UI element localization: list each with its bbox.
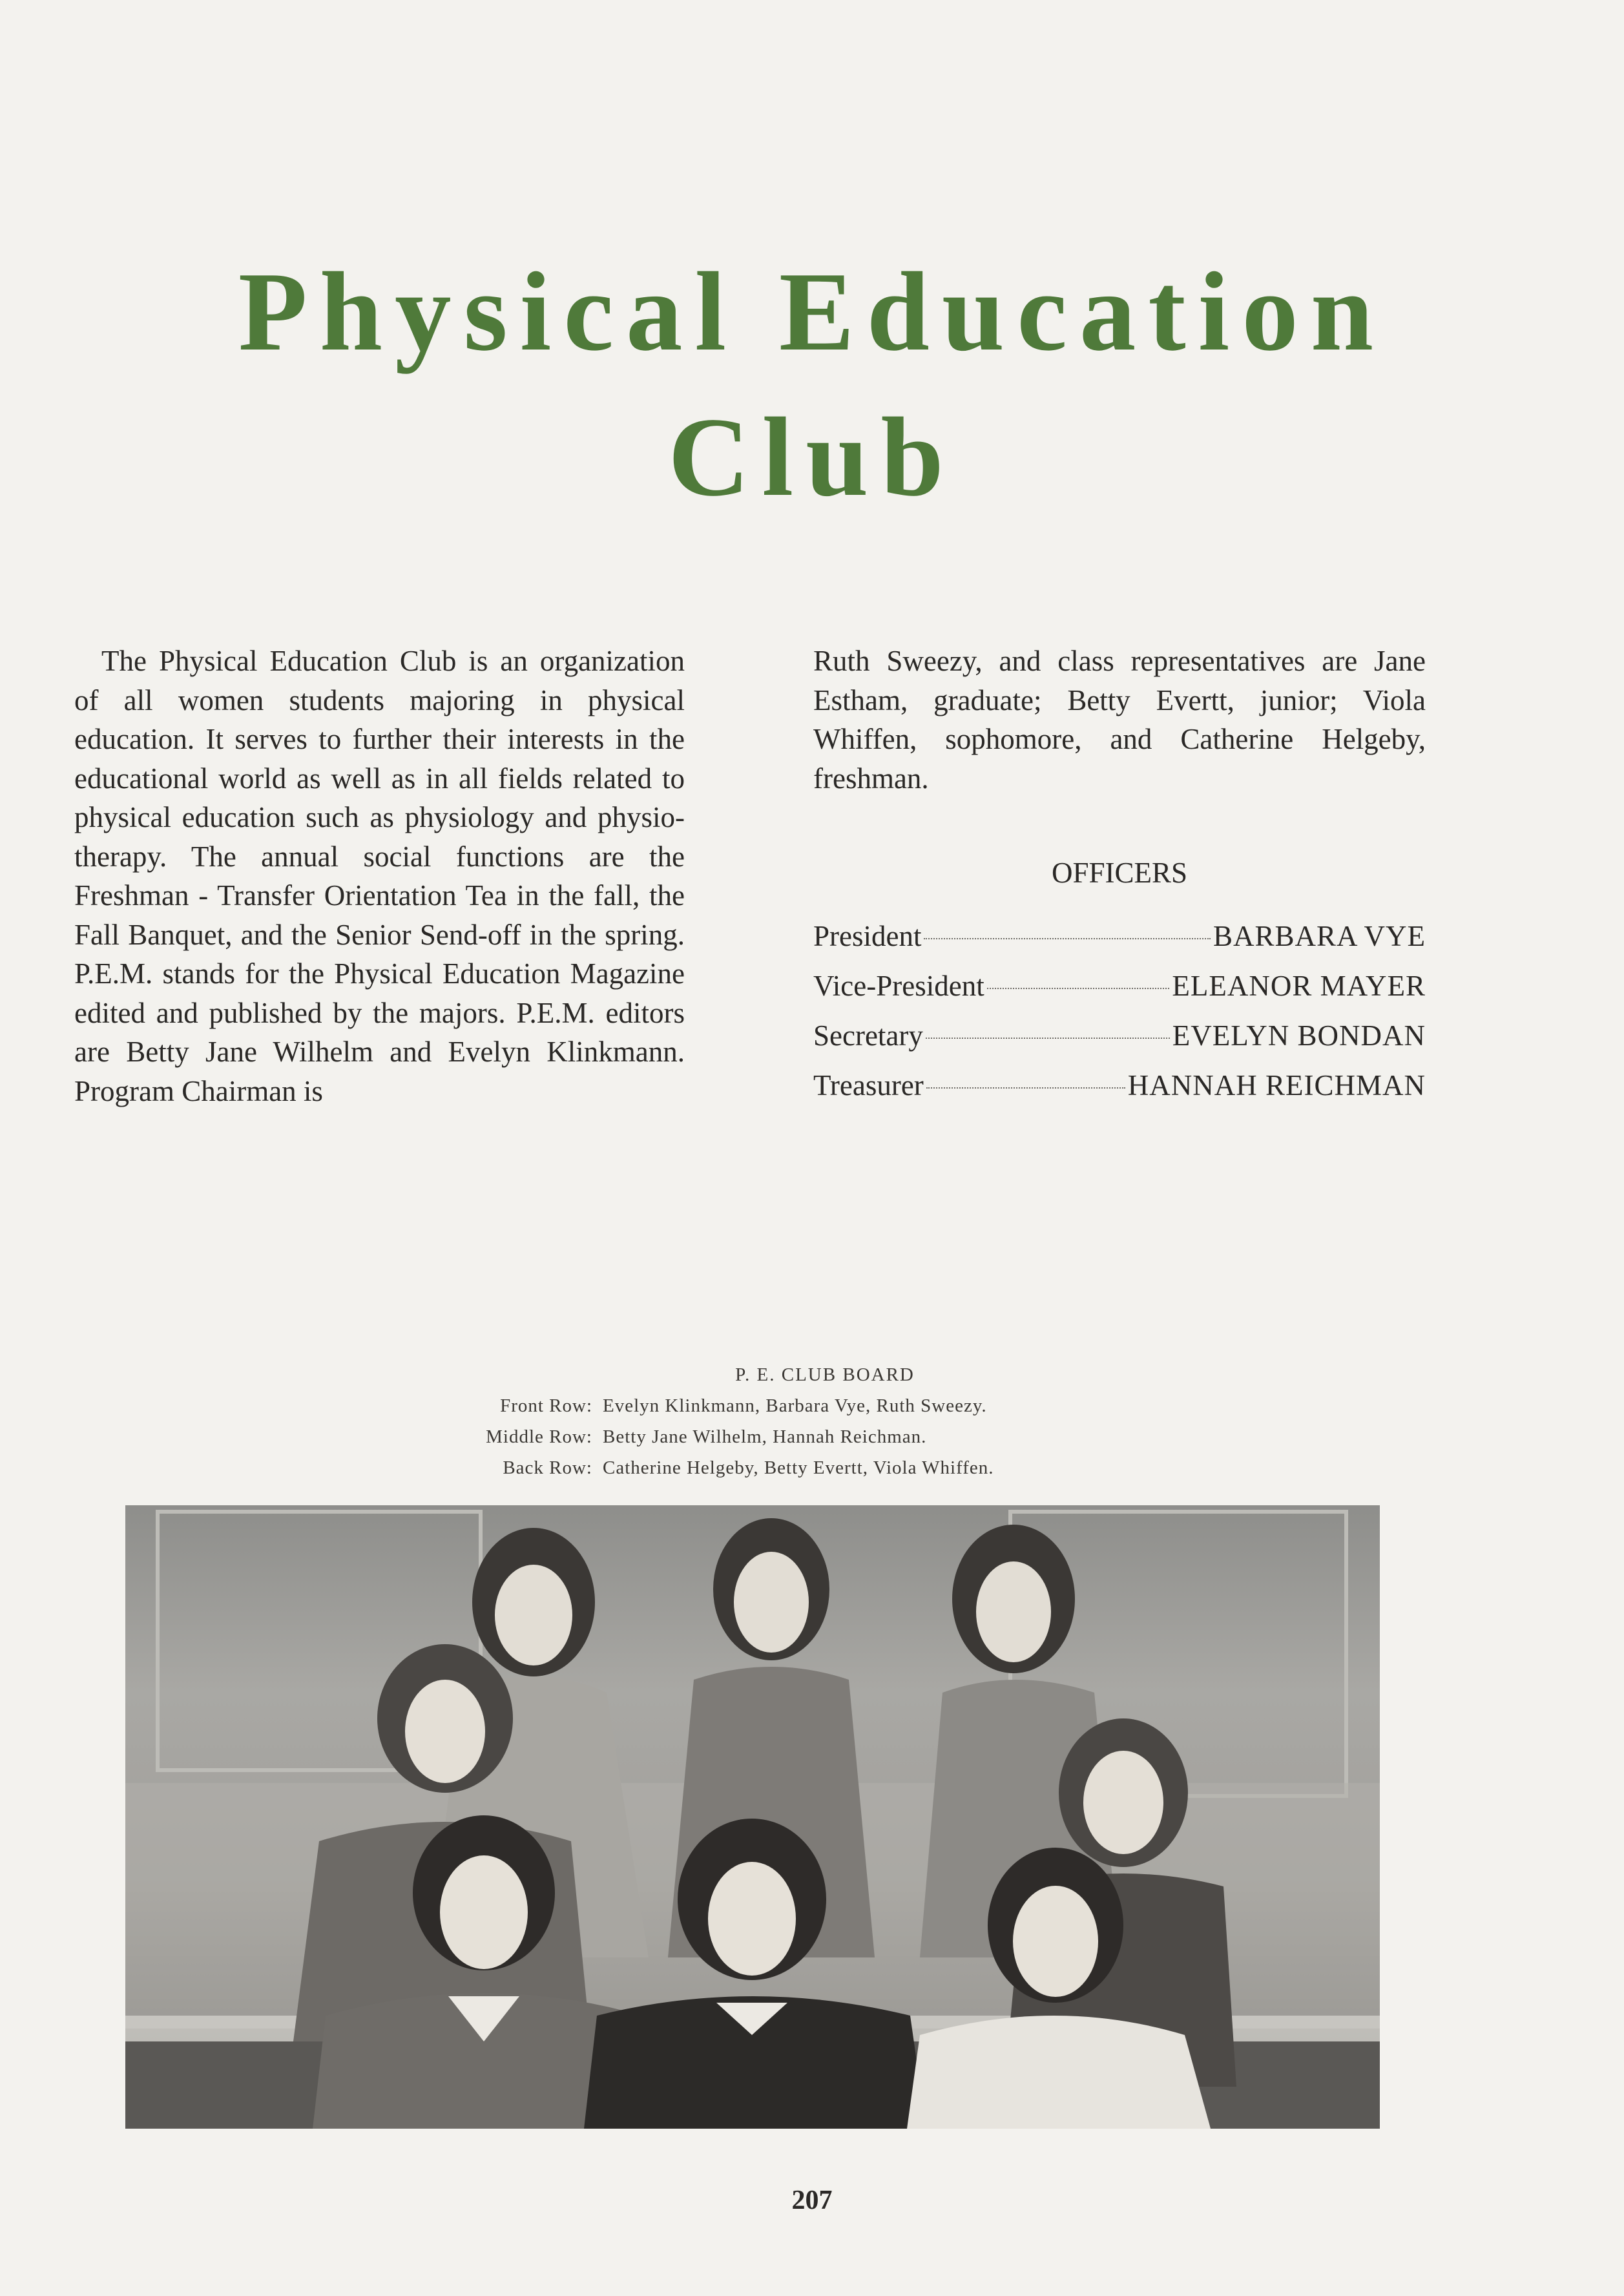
leader-dots — [926, 1087, 1125, 1089]
officer-row — [813, 1019, 1426, 1069]
caption-row-label: Back Row: — [503, 1457, 592, 1478]
officers-heading: OFFICERS — [1051, 857, 1188, 889]
caption-row-label: Middle Row: — [486, 1426, 592, 1447]
caption-row — [470, 1390, 1624, 1421]
officer-role: President — [813, 920, 922, 952]
officer-row — [813, 969, 1426, 1019]
body-column-left — [74, 642, 685, 1111]
officer-row — [813, 919, 1426, 969]
title-line-2: Club — [668, 394, 956, 519]
caption-row-names: Catherine Helgeby, Betty Evertt, Viola Whiffen. — [603, 1457, 994, 1478]
caption-row — [470, 1452, 1624, 1483]
officer-role: Treasurer — [813, 1069, 924, 1101]
officer-name: ELEANOR MAYER — [1172, 970, 1426, 1002]
body-paragraph-right: Ruth Sweezy, and class representatives are Jane Estham, graduate; Betty Evertt, junior; Viola Whiffen, sophomore, and Catherine Helgeby, freshman. — [813, 645, 1426, 795]
leader-dots — [987, 988, 1170, 989]
officer-name: EVELYN BONDAN — [1172, 1019, 1426, 1052]
officer-row — [813, 1069, 1426, 1118]
caption-row-names: Evelyn Klinkmann, Barbara Vye, Ruth Sweezy. — [603, 1395, 987, 1416]
title-line-1: Physical Education — [238, 249, 1386, 374]
caption-row-names: Betty Jane Wilhelm, Hannah Reichman. — [603, 1426, 927, 1447]
leader-dots — [924, 938, 1211, 939]
officers-list — [813, 919, 1426, 1118]
officer-name: HANNAH REICHMAN — [1127, 1069, 1426, 1101]
leader-dots — [926, 1038, 1170, 1039]
photo-caption — [0, 1359, 1624, 1483]
page-title — [0, 239, 1624, 530]
caption-row — [470, 1421, 1624, 1452]
group-photo-illustration — [125, 1505, 1380, 2129]
officer-role: Secretary — [813, 1019, 923, 1052]
caption-row-label: Front Row: — [500, 1395, 592, 1416]
officer-role: Vice-President — [813, 970, 984, 1002]
group-photo — [125, 1505, 1380, 2129]
body-column-right — [813, 642, 1426, 798]
caption-heading: P. E. CLUB BOARD — [735, 1364, 915, 1385]
body-paragraph-left: The Physical Education Club is an organization of all women students majoring in physical education. It serves to further their interests in the educational world as well as in all fields related to physical education such as physiology and physio-therapy. The annual social functions are the Freshman - Transfer Orientation Tea in the fall, the Fall Banquet, and the Senior Send-off in the spring. P.E.M. stands for the Physical Education Magazine edited and published by the majors. P.E.M. editors are Betty Jane Wilhelm and Evelyn Klinkmann. Program Chairman is — [74, 645, 685, 1107]
officer-name: BARBARA VYE — [1213, 920, 1426, 952]
page-number: 207 — [791, 2186, 833, 2215]
